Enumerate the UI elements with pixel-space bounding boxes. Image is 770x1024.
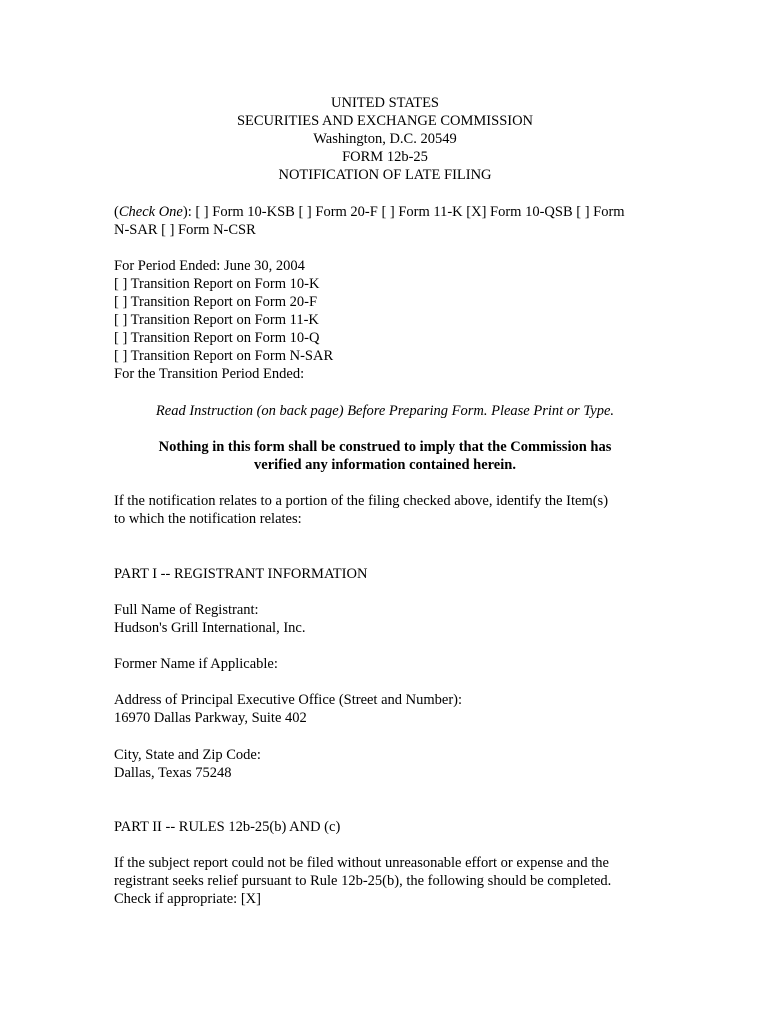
period-section bbox=[114, 257, 674, 383]
notification-item-line-2: to which the notification relates: bbox=[114, 511, 302, 527]
check-one-line-2: N-SAR [ ] Form N-CSR bbox=[114, 222, 256, 238]
part2-title: PART II -- RULES 12b-25(b) AND (c) bbox=[114, 819, 341, 835]
city-value: Dallas, Texas 75248 bbox=[114, 765, 232, 781]
instruction-text: Read Instruction (on back page) Before Preparing Form. Please Print or Type. bbox=[155, 403, 615, 419]
header-form-number: FORM 12b-25 bbox=[342, 149, 428, 165]
notification-item-section bbox=[114, 492, 674, 528]
former-name-label: Former Name if Applicable: bbox=[114, 656, 278, 672]
transition-report-nsar: [ ] Transition Report on Form N-SAR bbox=[114, 348, 334, 364]
full-name-value: Hudson's Grill International, Inc. bbox=[114, 620, 306, 636]
header-agency: SECURITIES AND EXCHANGE COMMISSION bbox=[236, 113, 534, 129]
city-section bbox=[114, 746, 674, 782]
address-section bbox=[114, 691, 674, 727]
part2-body bbox=[114, 854, 674, 908]
check-one-label: Check One bbox=[118, 204, 183, 220]
part1-title: PART I -- REGISTRANT INFORMATION bbox=[114, 566, 368, 582]
form-header bbox=[0, 94, 770, 184]
part2-line-1: If the subject report could not be filed without unreasonable effort or expense and the bbox=[114, 855, 609, 871]
check-one-section bbox=[114, 203, 674, 239]
registrant-name-section bbox=[114, 601, 674, 637]
part2-line-2: registrant seeks relief pursuant to Rule 12b-25(b), the following should be completed. bbox=[114, 873, 612, 889]
disclaimer-line-2: verified any information contained herein. bbox=[254, 457, 516, 473]
transition-report-11k: [ ] Transition Report on Form 11-K bbox=[114, 312, 319, 328]
transition-report-20f: [ ] Transition Report on Form 20-F bbox=[114, 294, 318, 310]
part2-line-3: Check if appropriate: [X] bbox=[114, 891, 261, 907]
header-address: Washington, D.C. 20549 bbox=[313, 131, 457, 147]
notification-item-line-1: If the notification relates to a portion of the filing checked above, identify the Item(s) bbox=[114, 493, 609, 509]
disclaimer bbox=[100, 438, 670, 474]
disclaimer-line-1: Nothing in this form shall be construed to imply that the Commission has bbox=[158, 439, 612, 455]
city-label: City, State and Zip Code: bbox=[114, 747, 261, 763]
address-value: 16970 Dallas Parkway, Suite 402 bbox=[114, 710, 307, 726]
header-form-title: NOTIFICATION OF LATE FILING bbox=[278, 167, 492, 183]
check-one-line-1: (Check One): [ ] Form 10-KSB [ ] Form 20-F [ ] Form 11-K [X] Form 10-QSB [ ] Form bbox=[114, 204, 625, 220]
transition-period-ended: For the Transition Period Ended: bbox=[114, 366, 305, 382]
transition-report-10k: [ ] Transition Report on Form 10-K bbox=[114, 276, 320, 292]
period-ended: For Period Ended: June 30, 2004 bbox=[114, 258, 305, 274]
check-one-options: : [ ] Form 10-KSB [ ] Form 20-F [ ] Form 11-K [X] Form 10-QSB [ ] Form bbox=[187, 204, 625, 220]
transition-report-10q: [ ] Transition Report on Form 10-Q bbox=[114, 330, 320, 346]
header-country: UNITED STATES bbox=[331, 95, 439, 111]
full-name-label: Full Name of Registrant: bbox=[114, 602, 259, 618]
address-label: Address of Principal Executive Office (Street and Number): bbox=[114, 692, 463, 708]
